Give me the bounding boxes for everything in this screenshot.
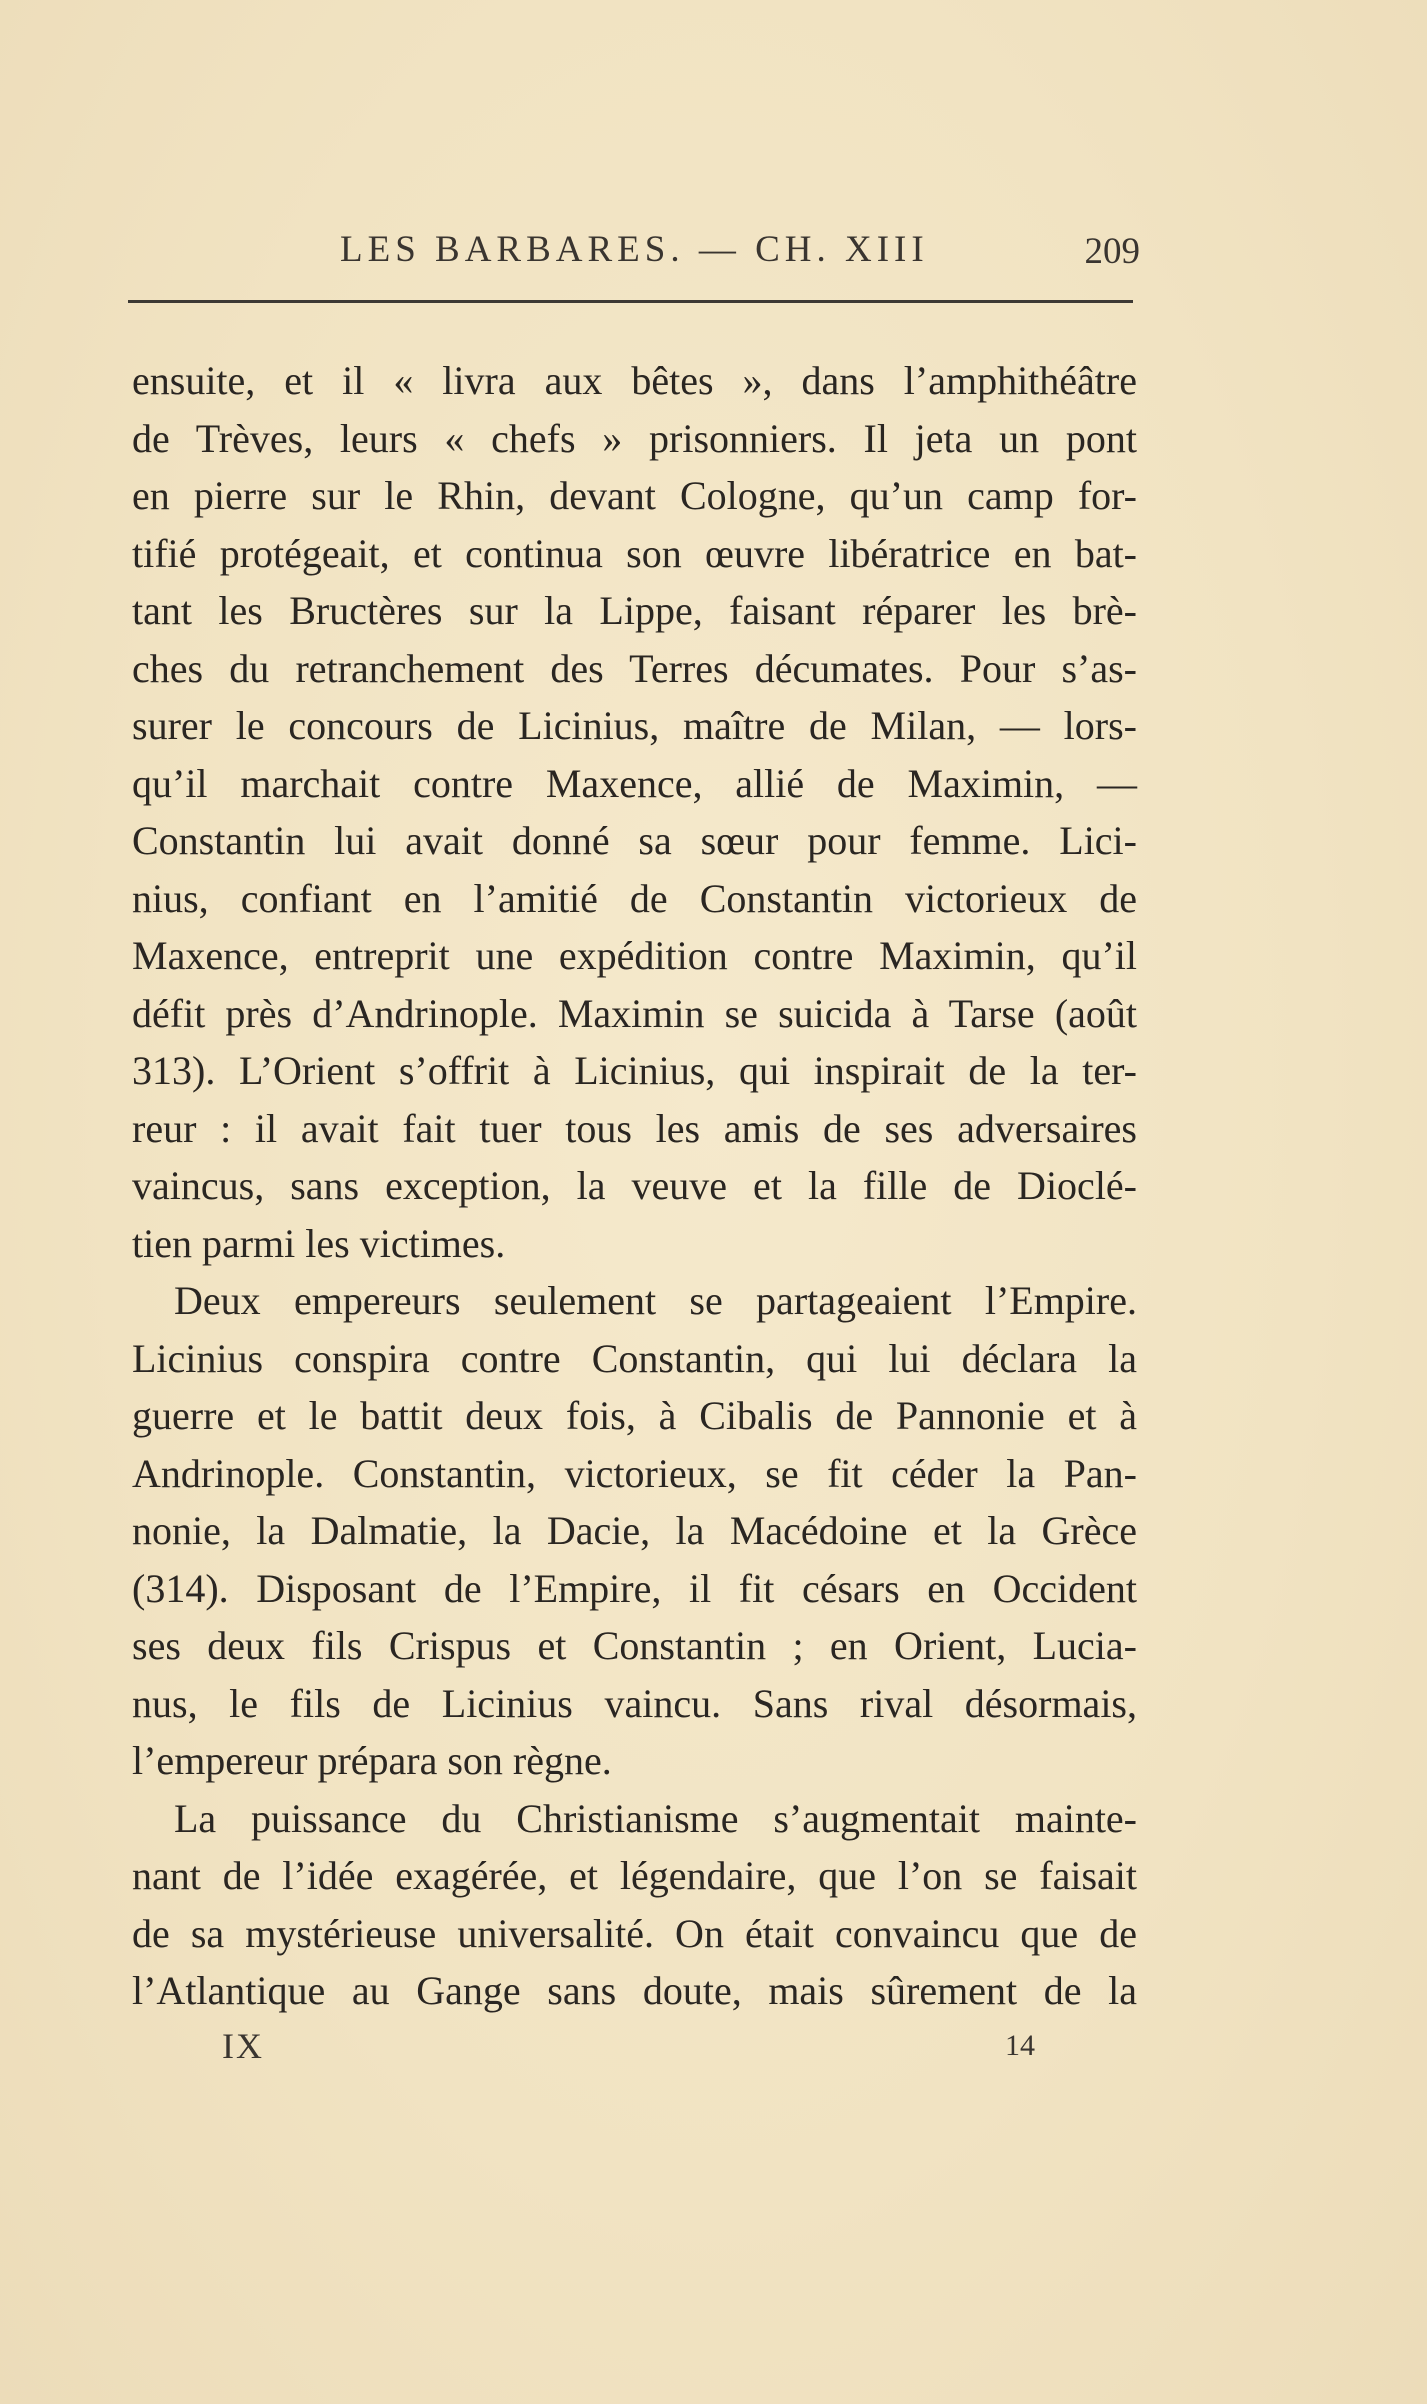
header-rule <box>128 300 1133 303</box>
sheet-number: 14 <box>1005 2029 1035 2062</box>
page-number: 209 <box>1084 231 1140 272</box>
text-line: défit près d’Andrinople. Maximin se suicida à Tarse (août <box>132 990 1137 1036</box>
text-line: de Trèves, leurs « chefs » prisonniers. Il jeta un pont <box>132 415 1137 461</box>
text-line: de sa mystérieuse universalité. On était convaincu que de <box>132 1910 1137 1956</box>
text-line: l’Atlantique au Gange sans doute, mais sûrement de la <box>132 1968 1137 2013</box>
text-line: nus, le fils de Licinius vaincu. Sans rival désormais, <box>132 1680 1137 1726</box>
text-line: Andrinople. Constantin, victorieux, se fit céder la Pan- <box>132 1450 1137 1496</box>
text-line: vaincus, sans exception, la veuve et la fille de Dioclé- <box>132 1163 1137 1208</box>
text-line: (314). Disposant de l’Empire, il fit césars en Occident <box>132 1565 1137 1611</box>
text-line: tant les Bructères sur la Lippe, faisant réparer les brè- <box>132 588 1137 633</box>
text-line: La puissance du Christianisme s’augmentait mainte- <box>174 1795 1137 1841</box>
text-line: Maxence, entreprit une expédition contre Maximin, qu’il <box>132 933 1137 978</box>
running-title: LES BARBARES. — CH. XIII <box>340 229 929 270</box>
text-line: ses deux fils Crispus et Constantin ; en Orient, Lucia- <box>132 1623 1137 1668</box>
text-line: nius, confiant en l’amitié de Constantin victorieux de <box>132 875 1137 921</box>
text-line: Licinius conspira contre Constantin, qui lui déclara la <box>132 1335 1137 1381</box>
text-line: qu’il marchait contre Maxence, allié de Maximin, — <box>132 760 1137 806</box>
text-line: en pierre sur le Rhin, devant Cologne, qu’un camp for- <box>132 473 1137 518</box>
text-line: 313). L’Orient s’offrit à Licinius, qui inspirait de la ter- <box>132 1048 1137 1093</box>
text-line: tifié protégeait, et continua son œuvre libératrice en bat- <box>132 530 1137 576</box>
text-line: tien parmi les victimes. <box>132 1220 506 1266</box>
text-line: nonie, la Dalmatie, la Dacie, la Macédoine et la Grèce <box>132 1508 1137 1553</box>
text-line: Constantin lui avait donné sa sœur pour femme. Lici- <box>132 818 1137 863</box>
text-line: l’empereur prépara son règne. <box>132 1738 612 1783</box>
text-line: ches du retranchement des Terres décumates. Pour s’as- <box>132 645 1137 691</box>
body-text <box>132 352 1137 2020</box>
text-line: ensuite, et il « livra aux bêtes », dans l’amphithéâtre <box>132 358 1137 403</box>
running-head <box>130 228 1140 276</box>
signature-mark: IX <box>222 2026 264 2066</box>
text-line: nant de l’idée exagérée, et légendaire, que l’on se faisait <box>132 1853 1137 1898</box>
text-line: surer le concours de Licinius, maître de Milan, — lors- <box>132 703 1137 748</box>
text-line: guerre et le battit deux fois, à Cibalis de Pannonie et à <box>132 1393 1137 1438</box>
page-footer <box>0 2025 1427 2075</box>
text-line: reur : il avait fait tuer tous les amis de ses adversaires <box>132 1105 1137 1151</box>
text-line: Deux empereurs seulement se partageaient l’Empire. <box>174 1278 1137 1323</box>
